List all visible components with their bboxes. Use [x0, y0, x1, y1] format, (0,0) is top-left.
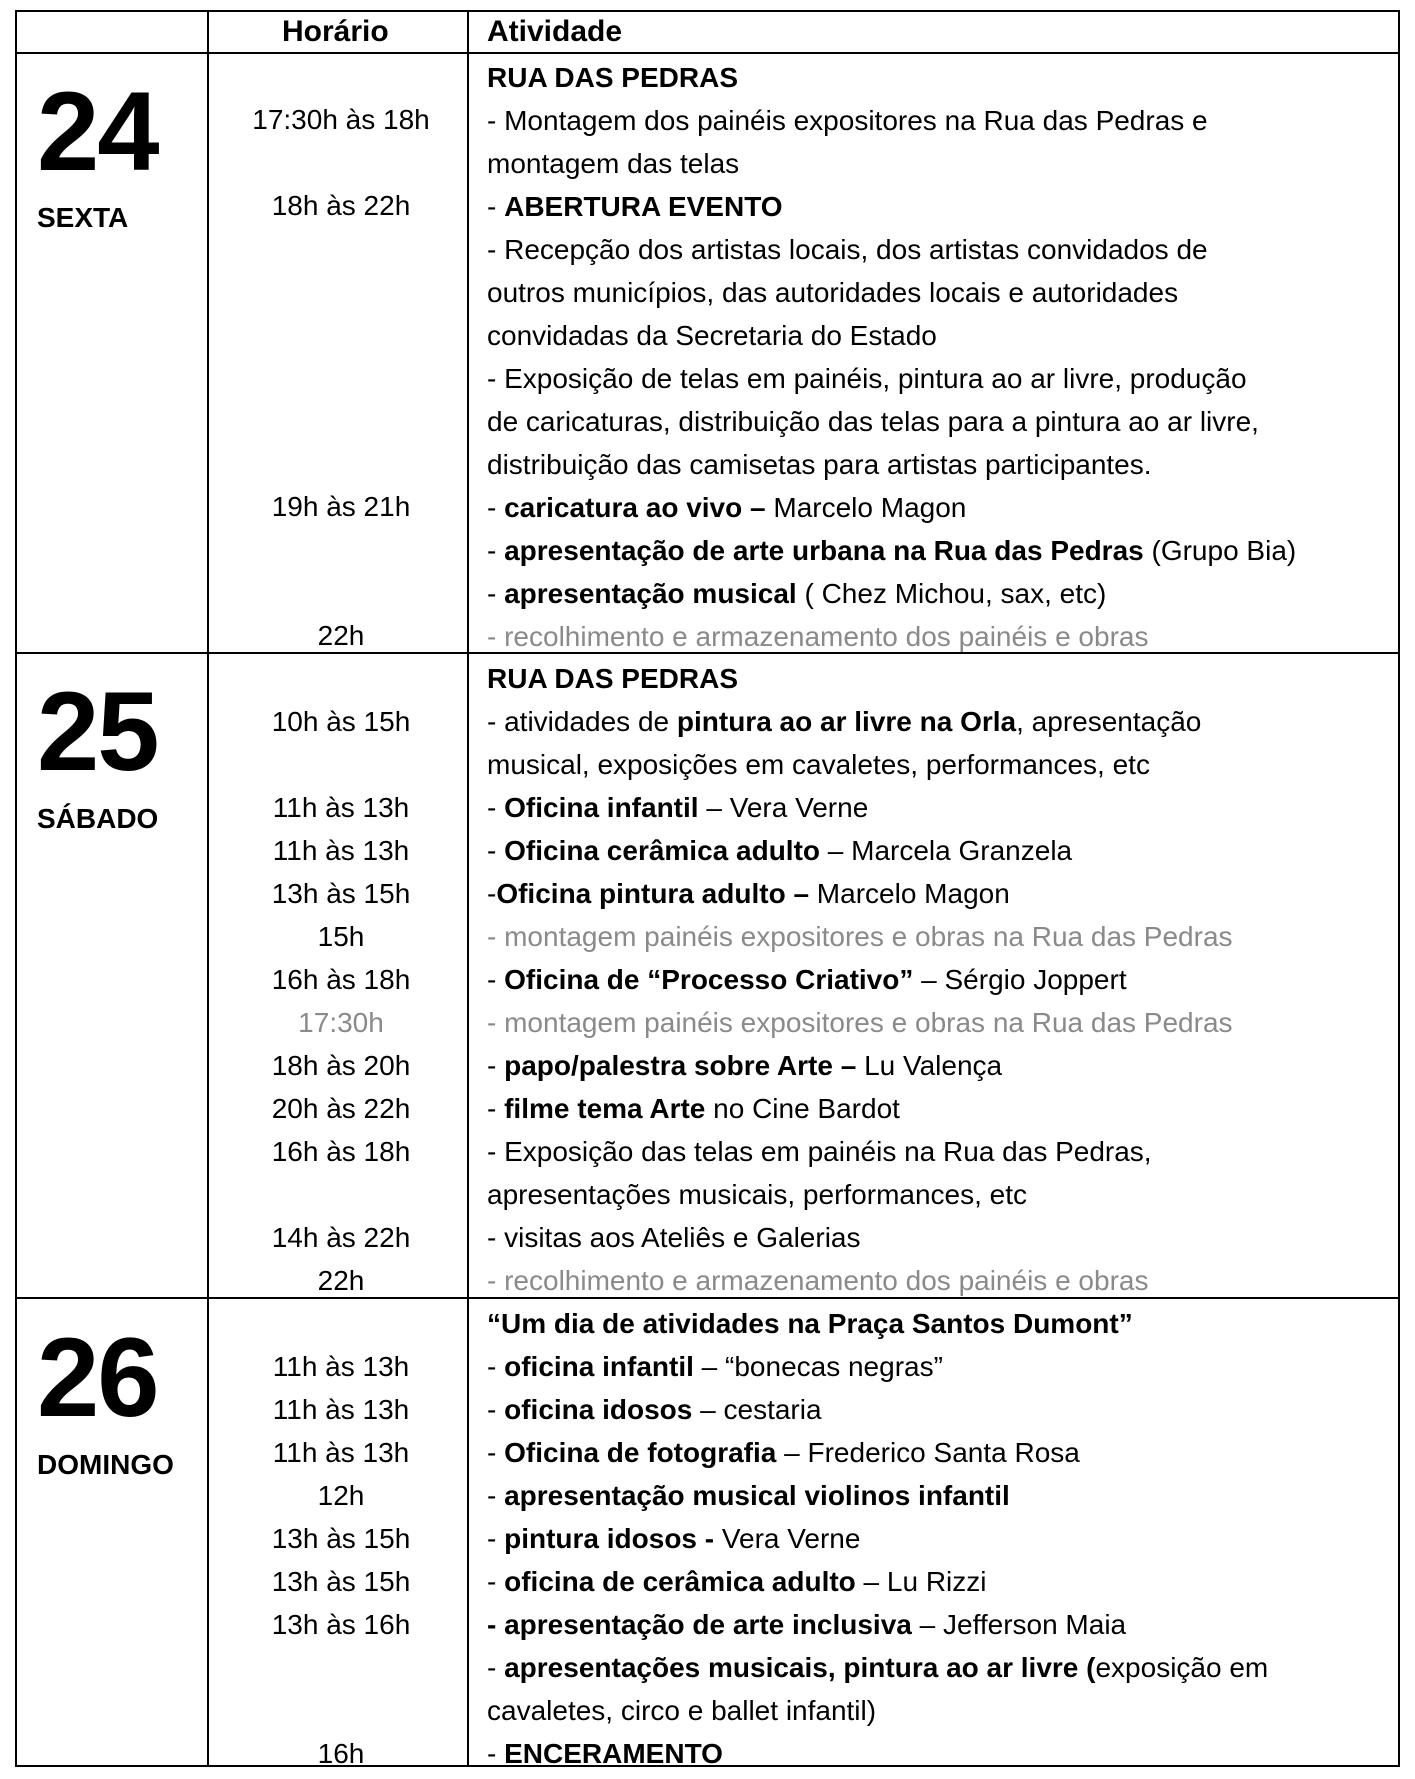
activity-line: [487, 1736, 1402, 1772]
activity-highlight: filme tema Arte: [504, 1093, 706, 1124]
activity-highlight: papo/palestra sobre Arte –: [504, 1050, 857, 1081]
time-slot: 16h às 18h: [271, 964, 411, 995]
time-slot: 17:30h às 18h: [252, 104, 430, 135]
header-time: Horário: [282, 15, 389, 48]
activity-text: Lu Valença: [856, 1050, 1003, 1081]
activity-text: - visitas aos Ateliês e Galerias: [487, 1222, 861, 1253]
weekday-label: SÁBADO: [37, 803, 159, 834]
time-slot: 11h às 13h: [272, 1437, 410, 1468]
activity-text: - Exposição das telas em painéis na Rua das Pedras,: [487, 1136, 1152, 1167]
activity-text: -: [487, 1394, 505, 1425]
activity-text: Marcelo Magon: [809, 878, 1010, 909]
table-border-top: [15, 10, 1400, 12]
activity-line: [487, 833, 1402, 869]
activity-highlight: “Um dia de atividades na Praça Santos Dumont”: [487, 1308, 1133, 1339]
activity-line: [487, 1306, 1402, 1342]
activity-text: - montagem painéis expositores e obras na Rua das Pedras: [487, 921, 1233, 952]
time-slot: 13h às 15h: [271, 1566, 411, 1597]
time-slot: 18h às 22h: [271, 190, 411, 221]
activity-text: -: [487, 878, 497, 909]
activity-text: -: [487, 1523, 505, 1554]
activity-text: -: [487, 191, 505, 222]
activity-line: [487, 533, 1402, 569]
activity-highlight: ENCERAMENTO: [504, 1738, 723, 1769]
table-border-left: [15, 10, 17, 1767]
activity-highlight: apresentação de arte urbana na Rua das Pedras: [504, 535, 1144, 566]
weekday-label: DOMINGO: [37, 1449, 174, 1480]
activity-line: [487, 1220, 1402, 1256]
activity-line: [487, 1048, 1402, 1084]
activity-line: [487, 1521, 1402, 1557]
time-slot: 13h às 16h: [271, 1609, 411, 1640]
activity-line: [487, 232, 1402, 268]
activity-text: -: [487, 1480, 505, 1511]
activity-text: exposição em: [1095, 1652, 1269, 1683]
activity-text: -: [487, 1566, 505, 1597]
activity-text: – Marcela Granzela: [820, 835, 1073, 866]
activity-text: (Grupo Bia): [1143, 535, 1297, 566]
day-number: 24: [37, 69, 158, 194]
activity-text: - recolhimento e armazenamento dos painéis e obras: [487, 621, 1149, 652]
time-slot: 11h às 13h: [272, 1394, 410, 1425]
time-slot: 10h às 15h: [271, 706, 411, 737]
time-slot: 11h às 13h: [272, 835, 410, 866]
activity-text: -: [487, 964, 505, 995]
activity-highlight: Oficina de fotografia: [504, 1437, 777, 1468]
activity-line: [487, 661, 1402, 697]
activity-text: – Vera Verne: [698, 792, 869, 823]
activity-text: Marcelo Magon: [765, 492, 967, 523]
activity-text: - Exposição de telas em painéis, pintura ao ar livre, produção: [487, 363, 1247, 394]
activity-text: -: [487, 578, 505, 609]
activity-highlight: Oficina de “Processo Criativo”: [504, 964, 914, 995]
activity-text: -: [487, 792, 505, 823]
day-column-divider: [207, 10, 209, 1767]
activity-line: [487, 1349, 1402, 1385]
activity-text: - Montagem dos painéis expositores na Rua das Pedras e: [487, 105, 1208, 136]
time-slot: 17:30h: [298, 1007, 384, 1038]
activity-line: [487, 919, 1402, 955]
activity-line: [487, 1693, 1402, 1729]
activity-line: [487, 876, 1402, 912]
activity-text: outros municípios, das autoridades locais e autoridades: [487, 277, 1179, 308]
header-divider: [15, 52, 1400, 54]
activity-highlight: - apresentação de arte inclusiva: [487, 1609, 912, 1640]
activity-text: no Cine Bardot: [705, 1093, 900, 1124]
activity-line: [487, 490, 1402, 526]
activity-highlight: pintura idosos -: [504, 1523, 715, 1554]
activity-text: -: [487, 1050, 505, 1081]
activity-text: -: [487, 1738, 505, 1769]
activity-text: , apresentação: [1016, 706, 1202, 737]
time-slot: 11h às 13h: [272, 792, 410, 823]
time-slot: 16h: [317, 1738, 365, 1769]
activity-text: – Lu Rizzi: [855, 1566, 987, 1597]
activity-highlight: apresentação musical: [504, 578, 797, 609]
activity-text: -: [487, 535, 505, 566]
activity-text: - recolhimento e armazenamento dos painéis e obras: [487, 1265, 1149, 1296]
activity-highlight: Oficina infantil: [504, 792, 699, 823]
activity-line: [487, 747, 1402, 783]
activity-line: [487, 1134, 1402, 1170]
activity-text: de caricaturas, distribuição das telas para a pintura ao ar livre,: [487, 406, 1259, 437]
activity-line: [487, 1392, 1402, 1428]
time-slot: 15h: [317, 921, 365, 952]
time-slot: 19h às 21h: [271, 491, 411, 522]
activity-line: [487, 619, 1402, 655]
activity-line: [487, 275, 1402, 311]
activity-highlight: pintura ao ar livre na Orla: [676, 706, 1017, 737]
time-slot: 20h às 22h: [271, 1093, 411, 1124]
activity-text: – Jefferson Maia: [911, 1609, 1127, 1640]
activity-line: [487, 576, 1402, 612]
activity-text: -: [487, 835, 505, 866]
time-slot: 11h às 13h: [272, 1351, 410, 1382]
activity-highlight: RUA DAS PEDRAS: [487, 62, 738, 93]
activity-text: ( Chez Michou, sax, etc): [796, 578, 1107, 609]
day-number: 25: [37, 669, 158, 794]
time-slot: 13h às 15h: [271, 1523, 411, 1554]
activity-highlight: oficina de cerâmica adulto: [504, 1566, 856, 1597]
activity-line: [487, 1435, 1402, 1471]
time-slot: 14h às 22h: [271, 1222, 411, 1253]
activity-highlight: caricatura ao vivo –: [504, 492, 766, 523]
activity-line: [487, 447, 1402, 483]
activity-line: [487, 404, 1402, 440]
header-activity: Atividade: [487, 15, 623, 48]
activity-text: -: [487, 1437, 505, 1468]
activity-text: convidadas da Secretaria do Estado: [487, 320, 937, 351]
activity-line: [487, 318, 1402, 354]
activity-line: [487, 60, 1402, 96]
time-slot: 22h: [317, 1265, 365, 1296]
activity-text: distribuição das camisetas para artistas participantes.: [487, 449, 1152, 480]
day-number: 26: [37, 1315, 158, 1440]
activity-line: [487, 103, 1402, 139]
activity-highlight: apresentação musical violinos infantil: [504, 1480, 1010, 1511]
time-slot: 16h às 18h: [271, 1136, 411, 1167]
time-slot: 12h: [317, 1480, 365, 1511]
activity-line: [487, 790, 1402, 826]
activity-highlight: ABERTURA EVENTO: [504, 191, 783, 222]
activity-highlight: apresentações musicais, pintura ao ar livre (: [504, 1652, 1096, 1683]
activity-highlight: RUA DAS PEDRAS: [487, 663, 738, 694]
activity-line: [487, 1091, 1402, 1127]
activity-highlight: Oficina pintura adulto –: [496, 878, 810, 909]
activity-line: [487, 1650, 1402, 1686]
activity-line: [487, 361, 1402, 397]
activity-highlight: oficina idosos: [504, 1394, 693, 1425]
activity-text: -: [487, 1652, 505, 1683]
activity-text: musical, exposições em cavaletes, performances, etc: [487, 749, 1150, 780]
activity-line: [487, 962, 1402, 998]
activity-line: [487, 704, 1402, 740]
activity-text: – Frederico Santa Rosa: [776, 1437, 1080, 1468]
activity-text: – cestaria: [692, 1394, 822, 1425]
activity-line: [487, 1564, 1402, 1600]
time-slot: 22h: [317, 620, 365, 651]
activity-highlight: oficina infantil: [504, 1351, 694, 1382]
activity-line: [487, 1005, 1402, 1041]
activity-text: -: [487, 1093, 505, 1124]
activity-text: -: [487, 1351, 505, 1382]
activity-text: - Recepção dos artistas locais, dos artistas convidados de: [487, 234, 1208, 265]
activity-line: [487, 146, 1402, 182]
activity-text: – “bonecas negras”: [693, 1351, 943, 1382]
activity-text: montagem das telas: [487, 148, 740, 179]
activity-line: [487, 1177, 1402, 1213]
activity-text: apresentações musicais, performances, etc: [487, 1179, 1028, 1210]
activity-line: [487, 1478, 1402, 1514]
activity-line: [487, 1263, 1402, 1299]
activity-text: - atividades de: [487, 706, 677, 737]
activity-text: – Sérgio Joppert: [913, 964, 1127, 995]
activity-text: Vera Verne: [714, 1523, 861, 1554]
activity-highlight: Oficina cerâmica adulto: [504, 835, 820, 866]
weekday-label: SEXTA: [37, 202, 129, 233]
activity-text: - montagem painéis expositores e obras na Rua das Pedras: [487, 1007, 1233, 1038]
time-slot: 13h às 15h: [271, 878, 411, 909]
activity-line: [487, 1607, 1402, 1643]
time-slot: 18h às 20h: [271, 1050, 411, 1081]
activity-text: cavaletes, circo e ballet infantil): [487, 1695, 877, 1726]
activity-text: -: [487, 492, 505, 523]
activity-line: [487, 189, 1402, 225]
